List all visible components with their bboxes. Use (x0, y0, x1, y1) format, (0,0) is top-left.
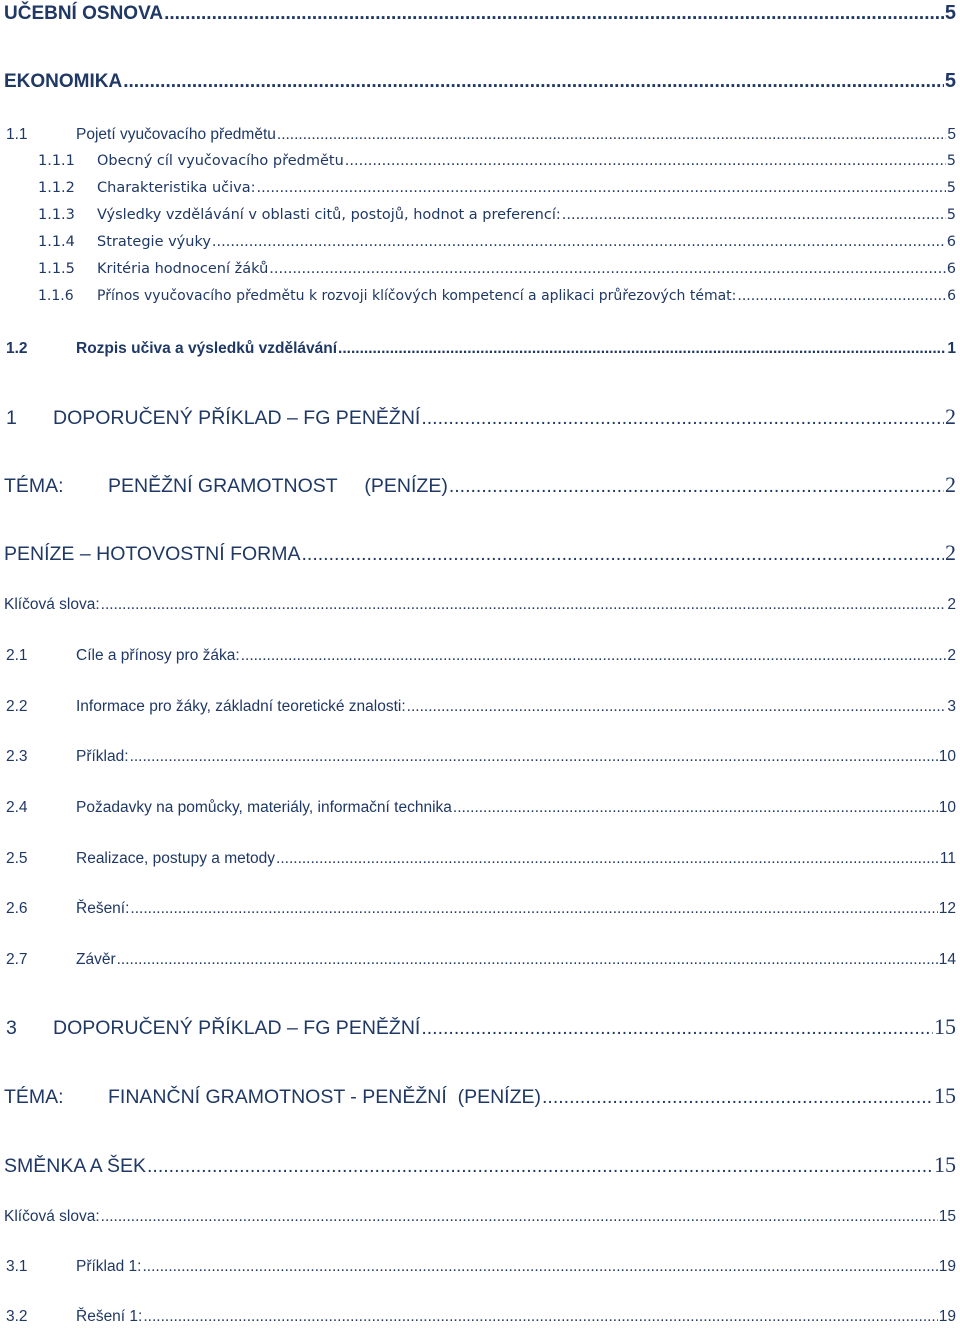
toc-entry-title: Charakteristika učiva: (97, 180, 256, 196)
toc-entry-number: 2.4 (6, 799, 28, 816)
toc-entry-title: FINANČNÍ GRAMOTNOST - PENĚŽNÍ (PENÍZE) (108, 1086, 541, 1108)
toc-entry-1-1-2[interactable] (38, 180, 956, 196)
toc-entry-tema-financni[interactable] (4, 1083, 956, 1109)
toc-leader (542, 1086, 933, 1109)
toc-entry-title: DOPORUČENÝ PŘÍKLAD – FG PENĚŽNÍ (53, 1017, 421, 1039)
toc-entry-1-2[interactable] (6, 340, 956, 358)
toc-entry-number: 2.6 (6, 900, 28, 917)
toc-entry-number: 1.1.6 (38, 288, 74, 304)
toc-entry-page: 5 (946, 180, 956, 196)
toc-entry-title: Strategie výuky (97, 234, 211, 250)
toc-entry-1-1-5[interactable] (38, 261, 956, 277)
toc-entry-ekonomika[interactable] (4, 70, 956, 93)
toc-entry-page: 3 (947, 698, 956, 715)
toc-entry-title: Výsledky vzdělávání v oblasti citů, postojů, hodnot a preferencí: (97, 207, 561, 223)
toc-entry-title: Závěr (76, 951, 116, 968)
toc-entry-2-5[interactable] (6, 850, 956, 868)
toc-leader (449, 475, 944, 498)
toc-leader (142, 1258, 937, 1276)
toc-entry-page: 11 (939, 850, 956, 867)
toc-entry-number: 2.3 (6, 748, 28, 765)
toc-leader (117, 951, 938, 969)
toc-entry-number: 1 (6, 407, 17, 429)
toc-entry-number: TÉMA: (4, 475, 64, 497)
toc-entry-page: 15 (934, 1014, 956, 1039)
toc-entry-title: Kritéria hodnocení žáků (97, 261, 269, 277)
toc-entry-page: 5 (944, 2, 956, 24)
toc-entry-3-1[interactable] (6, 1258, 956, 1276)
toc-entry-number: 3 (6, 1017, 17, 1039)
toc-leader (453, 799, 938, 817)
toc-leader (101, 1208, 938, 1226)
toc-entry-2-1[interactable] (6, 647, 956, 665)
toc-entry-page: 14 (938, 951, 956, 968)
toc-entry-number: 1.1.4 (38, 234, 75, 250)
toc-entry-number: 2.2 (6, 698, 28, 715)
toc-entry-page: 2 (945, 472, 956, 497)
toc-entry-title: SMĚNKA A ŠEK (4, 1155, 146, 1177)
toc-entry-title: Příklad: (76, 748, 129, 765)
toc-entry-page: 10 (938, 748, 956, 765)
toc-leader (147, 1155, 933, 1178)
toc-entry-1-1-4[interactable] (38, 234, 956, 250)
toc-entry-page: 2 (947, 647, 956, 664)
toc-entry-1-1-3[interactable] (38, 207, 956, 223)
toc-entry-title: Informace pro žáky, základní teoretické znalosti: (76, 698, 406, 715)
toc-entry-2-7[interactable] (6, 951, 956, 969)
toc-entry-title: Řešení: (76, 900, 130, 917)
toc-entry-number: 3.1 (6, 1258, 28, 1275)
toc-entry-page: 19 (938, 1258, 956, 1275)
toc-leader (276, 850, 939, 868)
toc-entry-page: 19 (938, 1308, 956, 1325)
toc-entry-title: Příklad 1: (76, 1258, 142, 1275)
toc-entry-1-1-1[interactable] (38, 153, 956, 169)
toc-entry-number: 1.1.2 (38, 180, 75, 196)
toc-leader (407, 698, 947, 716)
toc-entry-title: Klíčová slova: (4, 1208, 100, 1225)
toc-entry-page: 5 (944, 70, 956, 92)
toc-entry-1-1-6[interactable] (38, 288, 956, 304)
toc-leader (277, 126, 946, 144)
toc-leader (130, 900, 937, 918)
toc-leader (737, 288, 946, 304)
toc-leader (101, 596, 947, 614)
toc-entry-number: 2.1 (6, 647, 28, 664)
toc-entry-number: TÉMA: (4, 1086, 64, 1108)
toc-entry-title: Realizace, postupy a metody (76, 850, 276, 867)
toc-entry-2-2[interactable] (6, 698, 956, 716)
toc-entry-tema-penezni[interactable] (4, 472, 956, 498)
toc-entry-smenka-a-sek[interactable] (4, 1152, 956, 1178)
toc-entry-3-2[interactable] (6, 1308, 956, 1326)
toc-entry-page: 1 (947, 340, 956, 357)
toc-leader (212, 234, 946, 250)
toc-leader (338, 340, 946, 358)
toc-entry-title: EKONOMIKA (4, 71, 123, 92)
toc-entry-chapter-1[interactable] (6, 404, 956, 430)
toc-entry-page: 6 (946, 234, 956, 250)
toc-leader (421, 1017, 933, 1040)
toc-entry-title: UČEBNÍ OSNOVA (4, 3, 164, 24)
toc-entry-chapter-3[interactable] (6, 1014, 956, 1040)
toc-leader (421, 407, 944, 430)
toc-entry-number: 1.1.3 (38, 207, 75, 223)
toc-leader (302, 543, 944, 566)
toc-leader (123, 71, 944, 93)
toc-entry-page: 5 (946, 153, 956, 169)
toc-entry-penize-hotovostni[interactable] (4, 540, 956, 566)
toc-leader (269, 261, 945, 277)
toc-entry-title: PENĚŽNÍ GRAMOTNOST (PENÍZE) (108, 475, 448, 497)
toc-entry-title: Cíle a přínosy pro žáka: (76, 647, 240, 664)
toc-leader (345, 153, 946, 169)
toc-entry-page: 12 (938, 900, 956, 917)
toc-entry-number: 1.1.5 (38, 261, 75, 277)
toc-entry-klicova-slova[interactable] (4, 596, 956, 614)
toc-entry-page: 5 (947, 126, 956, 143)
toc-entry-page: 15 (934, 1083, 956, 1108)
toc-entry-number: 2.7 (6, 951, 28, 968)
toc-entry-title: Přínos vyučovacího předmětu k rozvoji klíčových kompetencí a aplikaci průřezových témat: (97, 288, 737, 304)
toc-leader (241, 647, 947, 665)
toc-entry-number: 3.2 (6, 1308, 28, 1325)
toc-entry-2-3[interactable] (6, 748, 956, 766)
toc-entry-page: 10 (938, 799, 956, 816)
toc-entry-klicova-slova-2[interactable] (4, 1208, 956, 1226)
toc-entry-title: Řešení 1: (76, 1308, 143, 1325)
toc-entry-title: Klíčová slova: (4, 596, 100, 613)
toc-entry-page: 15 (938, 1208, 956, 1225)
toc-entry-page: 5 (946, 207, 956, 223)
toc-leader (257, 180, 946, 196)
toc-entry-title: PENÍZE – HOTOVOSTNÍ FORMA (4, 543, 301, 565)
toc-entry-title: Obecný cíl vyučovacího předmětu (97, 153, 344, 169)
toc-entry-number: 2.5 (6, 850, 28, 867)
toc-entry-page: 15 (934, 1152, 956, 1177)
toc-entry-title: Rozpis učiva a výsledků vzdělávání (76, 340, 338, 357)
toc-entry-title: Pojetí vyučovacího předmětu (76, 126, 276, 143)
toc-leader (164, 3, 944, 25)
toc-entry-number: 1.1.1 (38, 153, 75, 169)
toc-entry-number: 1.2 (6, 340, 28, 357)
toc-entry-page: 2 (947, 596, 956, 613)
toc-entry-ucebni-osnova[interactable] (4, 2, 956, 25)
toc-entry-1-1[interactable] (6, 126, 956, 144)
toc-leader (130, 748, 938, 766)
toc-leader (143, 1308, 937, 1326)
toc-entry-title: DOPORUČENÝ PŘÍKLAD – FG PENĚŽNÍ (53, 407, 421, 429)
toc-entry-page: 2 (945, 404, 956, 429)
toc-entry-title: Požadavky na pomůcky, materiály, informační technika (76, 799, 452, 816)
toc-entry-number: 1.1 (6, 126, 28, 143)
toc-leader (562, 207, 946, 223)
toc-entry-page: 6 (946, 261, 956, 277)
toc-entry-page: 2 (945, 540, 956, 565)
toc-entry-2-6[interactable] (6, 900, 956, 918)
toc-entry-2-4[interactable] (6, 799, 956, 817)
toc-entry-page: 6 (947, 288, 956, 304)
